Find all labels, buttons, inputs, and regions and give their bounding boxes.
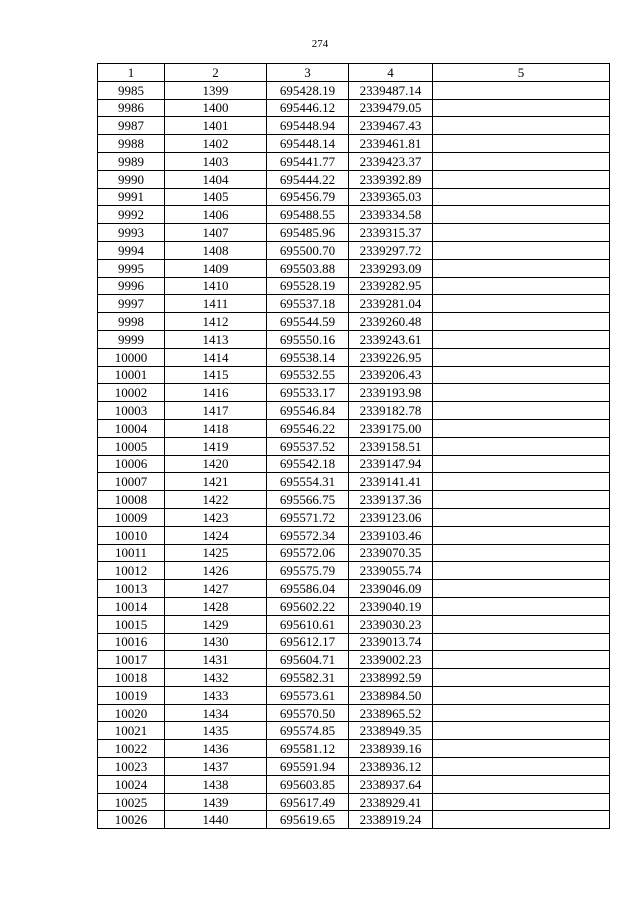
notes-cell [433,224,610,242]
notes-cell [433,526,610,544]
y-coordinate-cell: 2339123.06 [349,508,433,526]
notes-cell [433,348,610,366]
table-row [98,419,610,437]
notes-cell [433,330,610,348]
point-number-cell: 1440 [165,811,267,829]
row-number-cell: 10010 [98,526,165,544]
notes-cell [433,775,610,793]
row-number-cell: 9992 [98,206,165,224]
row-number-cell: 10004 [98,419,165,437]
x-coordinate-cell: 695488.55 [267,206,349,224]
table-row [98,686,610,704]
row-number-cell: 9994 [98,241,165,259]
x-coordinate-cell: 695546.22 [267,419,349,437]
table-row [98,277,610,295]
table-row [98,793,610,811]
row-number-cell: 10018 [98,669,165,687]
point-number-cell: 1406 [165,206,267,224]
row-number-cell: 9998 [98,313,165,331]
x-coordinate-cell: 695572.34 [267,526,349,544]
x-coordinate-cell: 695503.88 [267,259,349,277]
point-number-cell: 1428 [165,597,267,615]
notes-cell [433,206,610,224]
row-number-cell: 10011 [98,544,165,562]
table-row [98,775,610,793]
table-row [98,669,610,687]
x-coordinate-cell: 695532.55 [267,366,349,384]
y-coordinate-cell: 2339243.61 [349,330,433,348]
point-number-cell: 1423 [165,508,267,526]
point-number-cell: 1422 [165,491,267,509]
y-coordinate-cell: 2339182.78 [349,402,433,420]
y-coordinate-cell: 2339487.14 [349,81,433,99]
row-number-cell: 9988 [98,135,165,153]
notes-cell [433,135,610,153]
row-number-cell: 9997 [98,295,165,313]
notes-cell [433,277,610,295]
table-row [98,758,610,776]
row-number-cell: 10014 [98,597,165,615]
row-number-cell: 10008 [98,491,165,509]
notes-cell [433,117,610,135]
table-row [98,597,610,615]
notes-cell [433,188,610,206]
table-row [98,348,610,366]
y-coordinate-cell: 2339365.03 [349,188,433,206]
x-coordinate-cell: 695619.65 [267,811,349,829]
notes-cell [433,99,610,117]
x-coordinate-cell: 695571.72 [267,508,349,526]
notes-cell [433,580,610,598]
table-row [98,633,610,651]
y-coordinate-cell: 2338984.50 [349,686,433,704]
notes-cell [433,740,610,758]
table-row [98,135,610,153]
row-number-cell: 10005 [98,437,165,455]
row-number-cell: 10009 [98,508,165,526]
y-coordinate-cell: 2338936.12 [349,758,433,776]
row-number-cell: 9989 [98,152,165,170]
notes-cell [433,722,610,740]
row-number-cell: 10001 [98,366,165,384]
row-number-cell: 10024 [98,775,165,793]
point-number-cell: 1419 [165,437,267,455]
table-row [98,508,610,526]
table-row [98,81,610,99]
notes-cell [433,811,610,829]
point-number-cell: 1427 [165,580,267,598]
table-row [98,384,610,402]
notes-cell [433,651,610,669]
table-body [98,81,610,828]
y-coordinate-cell: 2339013.74 [349,633,433,651]
notes-cell [433,170,610,188]
y-coordinate-cell: 2339297.72 [349,241,433,259]
x-coordinate-cell: 695554.31 [267,473,349,491]
table-row [98,170,610,188]
table-row [98,330,610,348]
point-number-cell: 1411 [165,295,267,313]
table-row [98,580,610,598]
y-coordinate-cell: 2339206.43 [349,366,433,384]
notes-cell [433,686,610,704]
table-row [98,704,610,722]
y-coordinate-cell: 2339461.81 [349,135,433,153]
point-number-cell: 1401 [165,117,267,135]
y-coordinate-cell: 2339315.37 [349,224,433,242]
table-row [98,722,610,740]
page-number: 274 [311,38,329,50]
row-number-cell: 10003 [98,402,165,420]
row-number-cell: 9987 [98,117,165,135]
y-coordinate-cell: 2339423.37 [349,152,433,170]
table-row [98,152,610,170]
y-coordinate-cell: 2339281.04 [349,295,433,313]
x-coordinate-cell: 695546.84 [267,402,349,420]
x-coordinate-cell: 695444.22 [267,170,349,188]
y-coordinate-cell: 2338919.24 [349,811,433,829]
column-header-3: 3 [267,64,349,82]
notes-cell [433,473,610,491]
x-coordinate-cell: 695572.06 [267,544,349,562]
notes-cell [433,152,610,170]
table-row [98,188,610,206]
table-row [98,224,610,242]
notes-cell [433,758,610,776]
notes-cell [433,704,610,722]
table-row [98,117,610,135]
x-coordinate-cell: 695441.77 [267,152,349,170]
x-coordinate-cell: 695537.52 [267,437,349,455]
x-coordinate-cell: 695610.61 [267,615,349,633]
y-coordinate-cell: 2339055.74 [349,562,433,580]
notes-cell [433,597,610,615]
table-row [98,544,610,562]
y-coordinate-cell: 2339030.23 [349,615,433,633]
point-number-cell: 1420 [165,455,267,473]
y-coordinate-cell: 2339260.48 [349,313,433,331]
row-number-cell: 10023 [98,758,165,776]
y-coordinate-cell: 2339040.19 [349,597,433,615]
notes-cell [433,419,610,437]
point-number-cell: 1416 [165,384,267,402]
x-coordinate-cell: 695604.71 [267,651,349,669]
column-header-5: 5 [433,64,610,82]
x-coordinate-cell: 695581.12 [267,740,349,758]
table-row [98,241,610,259]
row-number-cell: 9991 [98,188,165,206]
notes-cell [433,402,610,420]
row-number-cell: 9985 [98,81,165,99]
row-number-cell: 9999 [98,330,165,348]
x-coordinate-cell: 695538.14 [267,348,349,366]
y-coordinate-cell: 2339141.41 [349,473,433,491]
point-number-cell: 1409 [165,259,267,277]
point-number-cell: 1403 [165,152,267,170]
notes-cell [433,508,610,526]
table-row [98,651,610,669]
row-number-cell: 9990 [98,170,165,188]
row-number-cell: 10025 [98,793,165,811]
point-number-cell: 1434 [165,704,267,722]
y-coordinate-cell: 2338965.52 [349,704,433,722]
notes-cell [433,669,610,687]
point-number-cell: 1437 [165,758,267,776]
table-row [98,473,610,491]
x-coordinate-cell: 695544.59 [267,313,349,331]
row-number-cell: 10013 [98,580,165,598]
row-number-cell: 10012 [98,562,165,580]
y-coordinate-cell: 2338992.59 [349,669,433,687]
row-number-cell: 9993 [98,224,165,242]
x-coordinate-cell: 695428.19 [267,81,349,99]
y-coordinate-cell: 2339046.09 [349,580,433,598]
x-coordinate-cell: 695448.94 [267,117,349,135]
x-coordinate-cell: 695602.22 [267,597,349,615]
notes-cell [433,793,610,811]
x-coordinate-cell: 695612.17 [267,633,349,651]
table-row [98,99,610,117]
point-number-cell: 1408 [165,241,267,259]
point-number-cell: 1436 [165,740,267,758]
row-number-cell: 9995 [98,259,165,277]
point-number-cell: 1439 [165,793,267,811]
table-row [98,259,610,277]
y-coordinate-cell: 2339293.09 [349,259,433,277]
point-number-cell: 1410 [165,277,267,295]
table-row [98,295,610,313]
table-row [98,526,610,544]
row-number-cell: 10020 [98,704,165,722]
row-number-cell: 10006 [98,455,165,473]
table-row [98,615,610,633]
y-coordinate-cell: 2338929.41 [349,793,433,811]
point-number-cell: 1400 [165,99,267,117]
x-coordinate-cell: 695617.49 [267,793,349,811]
point-number-cell: 1417 [165,402,267,420]
notes-cell [433,437,610,455]
notes-cell [433,295,610,313]
point-number-cell: 1413 [165,330,267,348]
point-number-cell: 1438 [165,775,267,793]
row-number-cell: 10016 [98,633,165,651]
y-coordinate-cell: 2339479.05 [349,99,433,117]
column-header-2: 2 [165,64,267,82]
point-number-cell: 1415 [165,366,267,384]
y-coordinate-cell: 2339147.94 [349,455,433,473]
x-coordinate-cell: 695575.79 [267,562,349,580]
y-coordinate-cell: 2339175.00 [349,419,433,437]
point-number-cell: 1429 [165,615,267,633]
x-coordinate-cell: 695582.31 [267,669,349,687]
point-number-cell: 1421 [165,473,267,491]
x-coordinate-cell: 695573.61 [267,686,349,704]
x-coordinate-cell: 695500.70 [267,241,349,259]
notes-cell [433,384,610,402]
x-coordinate-cell: 695574.85 [267,722,349,740]
point-number-cell: 1402 [165,135,267,153]
row-number-cell: 10021 [98,722,165,740]
table-row [98,366,610,384]
row-number-cell: 10026 [98,811,165,829]
notes-cell [433,633,610,651]
point-number-cell: 1399 [165,81,267,99]
point-number-cell: 1425 [165,544,267,562]
point-number-cell: 1414 [165,348,267,366]
y-coordinate-cell: 2338939.16 [349,740,433,758]
column-header-4: 4 [349,64,433,82]
y-coordinate-cell: 2339103.46 [349,526,433,544]
row-number-cell: 10015 [98,615,165,633]
point-number-cell: 1435 [165,722,267,740]
row-number-cell: 9996 [98,277,165,295]
point-number-cell: 1430 [165,633,267,651]
column-header-1: 1 [98,64,165,82]
table-row [98,402,610,420]
point-number-cell: 1405 [165,188,267,206]
table-row [98,811,610,829]
table-header [98,64,610,82]
x-coordinate-cell: 695542.18 [267,455,349,473]
x-coordinate-cell: 695603.85 [267,775,349,793]
y-coordinate-cell: 2339193.98 [349,384,433,402]
y-coordinate-cell: 2339158.51 [349,437,433,455]
coordinates-table [97,63,610,829]
notes-cell [433,455,610,473]
y-coordinate-cell: 2339137.36 [349,491,433,509]
point-number-cell: 1424 [165,526,267,544]
y-coordinate-cell: 2339392.89 [349,170,433,188]
table-row [98,437,610,455]
row-number-cell: 10019 [98,686,165,704]
table-row [98,491,610,509]
y-coordinate-cell: 2339226.95 [349,348,433,366]
table-row [98,740,610,758]
point-number-cell: 1404 [165,170,267,188]
x-coordinate-cell: 695550.16 [267,330,349,348]
y-coordinate-cell: 2339334.58 [349,206,433,224]
table-row [98,562,610,580]
notes-cell [433,241,610,259]
table-row [98,455,610,473]
x-coordinate-cell: 695570.50 [267,704,349,722]
row-number-cell: 10022 [98,740,165,758]
header-row [98,64,610,82]
row-number-cell: 9986 [98,99,165,117]
x-coordinate-cell: 695456.79 [267,188,349,206]
point-number-cell: 1433 [165,686,267,704]
x-coordinate-cell: 695533.17 [267,384,349,402]
x-coordinate-cell: 695485.96 [267,224,349,242]
point-number-cell: 1412 [165,313,267,331]
y-coordinate-cell: 2339282.95 [349,277,433,295]
x-coordinate-cell: 695528.19 [267,277,349,295]
point-number-cell: 1407 [165,224,267,242]
notes-cell [433,313,610,331]
y-coordinate-cell: 2339467.43 [349,117,433,135]
row-number-cell: 10007 [98,473,165,491]
notes-cell [433,544,610,562]
x-coordinate-cell: 695537.18 [267,295,349,313]
y-coordinate-cell: 2338949.35 [349,722,433,740]
notes-cell [433,259,610,277]
point-number-cell: 1431 [165,651,267,669]
notes-cell [433,81,610,99]
point-number-cell: 1418 [165,419,267,437]
table-row [98,206,610,224]
x-coordinate-cell: 695586.04 [267,580,349,598]
point-number-cell: 1426 [165,562,267,580]
x-coordinate-cell: 695448.14 [267,135,349,153]
x-coordinate-cell: 695591.94 [267,758,349,776]
table-row [98,313,610,331]
notes-cell [433,562,610,580]
point-number-cell: 1432 [165,669,267,687]
notes-cell [433,366,610,384]
x-coordinate-cell: 695446.12 [267,99,349,117]
y-coordinate-cell: 2338937.64 [349,775,433,793]
y-coordinate-cell: 2339002.23 [349,651,433,669]
row-number-cell: 10017 [98,651,165,669]
x-coordinate-cell: 695566.75 [267,491,349,509]
row-number-cell: 10002 [98,384,165,402]
notes-cell [433,615,610,633]
notes-cell [433,491,610,509]
y-coordinate-cell: 2339070.35 [349,544,433,562]
row-number-cell: 10000 [98,348,165,366]
